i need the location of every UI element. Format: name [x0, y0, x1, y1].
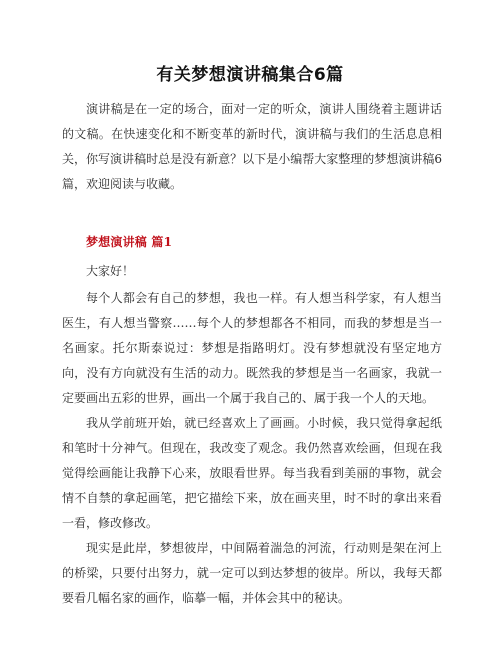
section-heading: 梦想演讲稿 篇1 — [86, 235, 173, 249]
greeting-line: 大家好！ — [86, 264, 135, 278]
body-paragraph-1: 每个人都会有自己的梦想，我也一样。有人想当科学家，有人想当医生，有人想当警察……每个人的梦想都各不相同，而我的梦想是当一名画家。托尔斯泰说过：梦想是指路明灯。没有梦想就没有坚定地方向，没有方向就没有生活的动力。既然我的梦想是当一名画家，我就一定要画出五彩的世界，画出一个属于我自己的、属于我一个人的天地。 — [62, 291, 442, 405]
intro-paragraph: 演讲稿是在一定的场合，面对一定的听众，演讲人围绕着主题讲话的文稿。在快速变化和不断变革的新时代，演讲稿与我们的生活息息相关，你写演讲稿时总是没有新意？以下是小编帮大家整理的梦想演讲稿6篇，欢迎阅读与收藏。 — [62, 102, 442, 191]
body-paragraph-3: 现实是此岸，梦想彼岸，中间隔着湍急的河流，行动则是架在河上的桥梁，只要付出努力，就一定可以到达梦想的彼岸。所以，我每天都要看几幅名家的画作，临摹一幅，并体会其中的秘诀。 — [62, 541, 442, 605]
body-paragraph-2: 我从学前班开始，就已经喜欢上了画画。小时候，我只觉得拿起纸和笔时十分神气。但现在，我改变了观念。我仍然喜欢绘画，但现在我觉得绘画能让我静下心来，放眼看世界。每当我看到美丽的事物，就会情不自禁的拿起画笔，把它描绘下来，放在画夹里，时不时的拿出来看一看，修改修改。 — [62, 416, 442, 530]
document-title: 有关梦想演讲稿集合6篇 — [156, 65, 344, 85]
